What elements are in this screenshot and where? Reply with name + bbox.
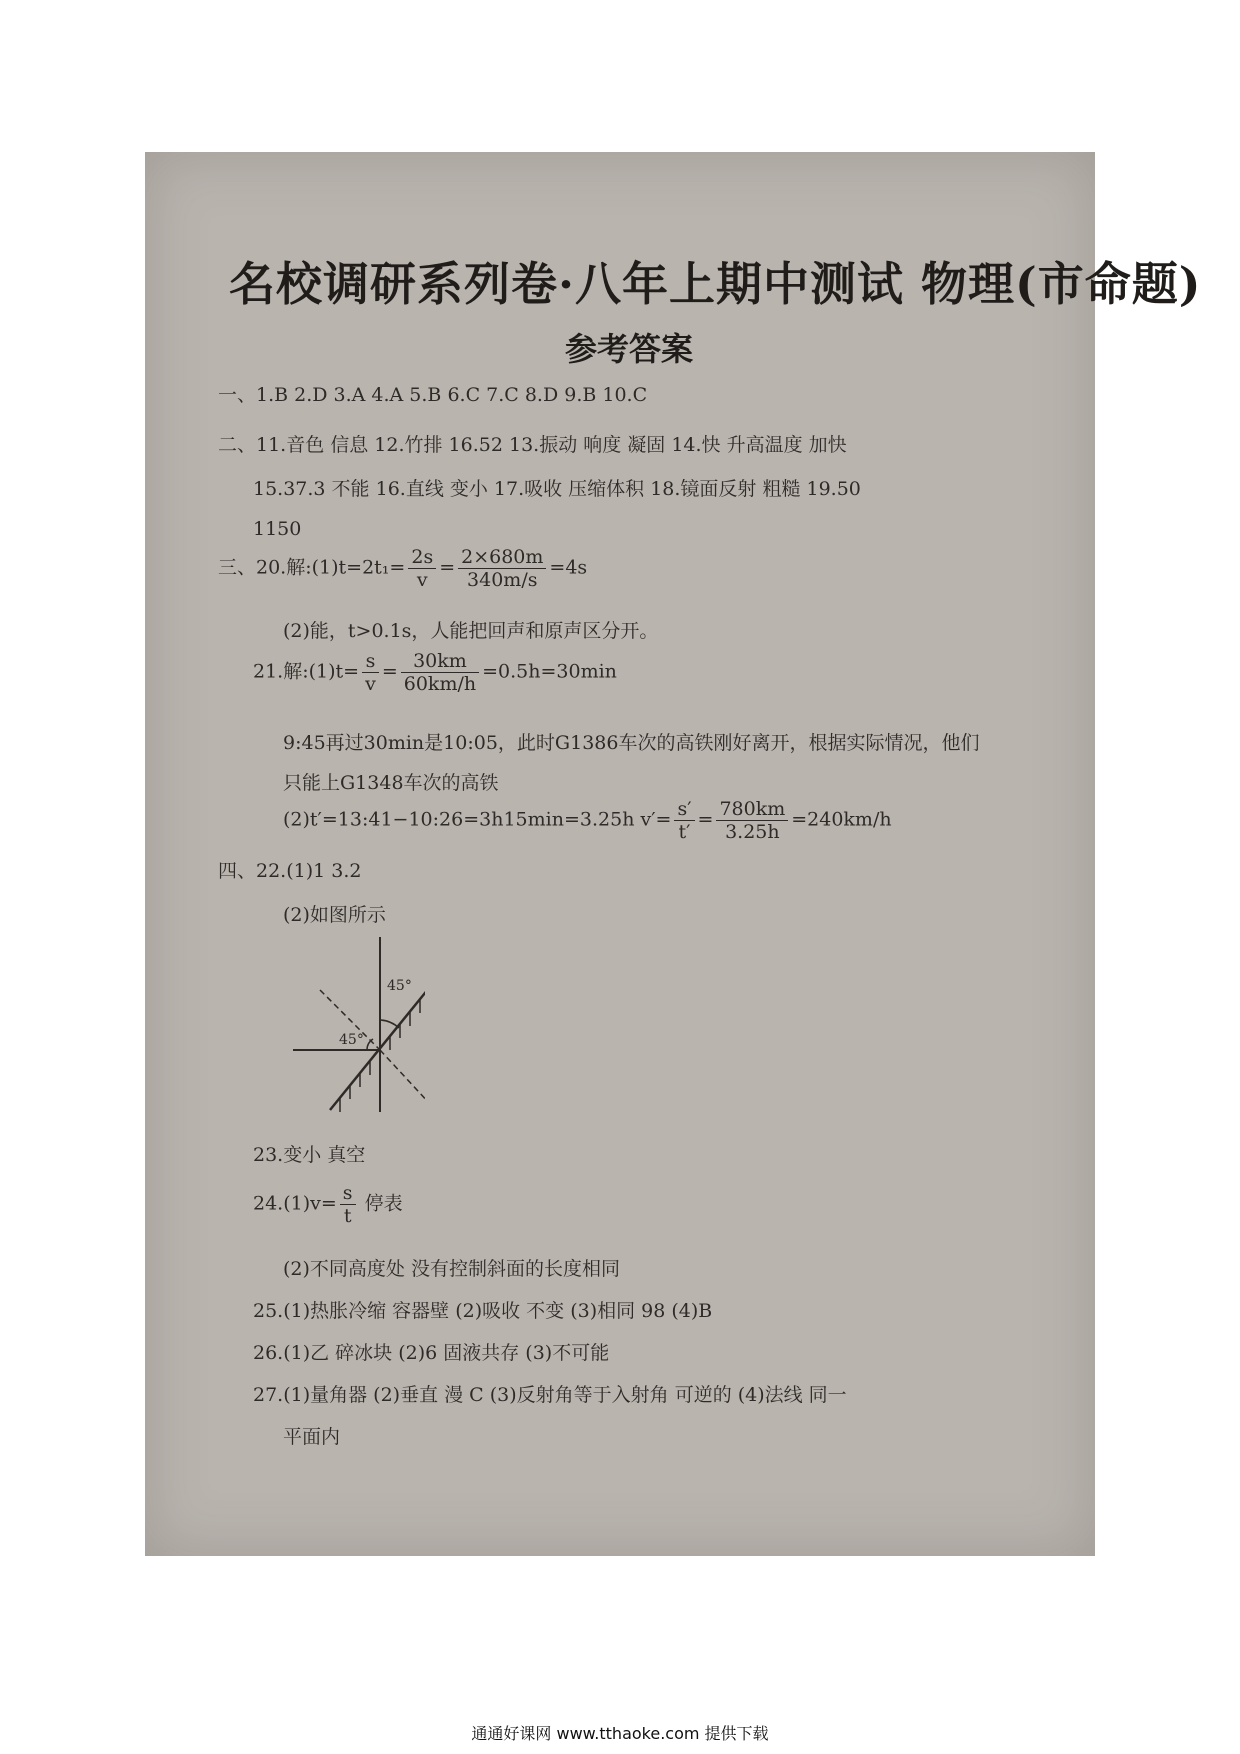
q20-fraction-1: [408, 546, 436, 591]
q21-part2-result: =240km/h: [791, 808, 892, 831]
scanned-answer-sheet: [145, 152, 1202, 1556]
q21-part1: [253, 650, 617, 695]
q21-part2-prefix: (2)t′=13:41−10:26=3h15min=3.25h v′=: [283, 808, 672, 831]
reflection-diagram: [145, 932, 425, 1122]
q20-f1-numerator: 2s: [408, 546, 436, 569]
q24-part2: (2)不同高度处 没有控制斜面的长度相同: [283, 1258, 620, 1280]
q21-equals-2: =: [697, 808, 714, 831]
q21-fraction-4: [716, 798, 788, 843]
q21-fraction-3: [674, 798, 694, 843]
q21-f4-denominator: 3.25h: [725, 821, 780, 843]
q20-f2-numerator: 2×680m: [458, 546, 546, 569]
q24-prefix: 24.(1)v=: [253, 1192, 337, 1215]
q21-f2-numerator: 30km: [401, 650, 479, 673]
q27-line2: 平面内: [283, 1426, 341, 1448]
q20-fraction-2: [458, 546, 546, 591]
q21-f3-denominator: t′: [678, 821, 691, 843]
q21-f2-denominator: 60km/h: [403, 673, 477, 695]
q20-f1-denominator: v: [416, 569, 428, 591]
q22-part2: (2)如图所示: [283, 904, 386, 926]
q25-answer: 25.(1)热胀冷缩 容器壁 (2)吸收 不变 (3)相同 98 (4)B: [253, 1300, 713, 1322]
q21-f1-numerator: s: [362, 650, 379, 673]
q21-prefix: 21.解:(1)t=: [253, 660, 360, 683]
q21-f1-denominator: v: [365, 673, 376, 695]
q24-fraction: [340, 1182, 356, 1227]
section1-multiple-choice: 一、1.B 2.D 3.A 4.A 5.B 6.C 7.C 8.D 9.B 10.C: [218, 384, 648, 406]
q21-fraction-2: [401, 650, 479, 695]
page-title: 名校调研系列卷·八年上期中测试 物理(市命题): [229, 257, 1202, 311]
q21-part2: [283, 798, 892, 843]
q23-answer: 23.变小 真空: [253, 1144, 366, 1166]
q22-part1: 四、22.(1)1 3.2: [218, 860, 362, 882]
q24-f-denominator: t: [343, 1205, 352, 1227]
q21-note-line1: 9:45再过30min是10:05，此时G1386车次的高铁刚好离开，根据实际情况，他们: [283, 732, 980, 754]
q20-f2-denominator: 340m/s: [467, 569, 538, 591]
footer-text: 通通好课网 www.tthaoke.com 提供下载: [471, 1724, 769, 1743]
q20-result: =4s: [549, 556, 588, 579]
q21-fraction-1: [362, 650, 379, 695]
angle-label-left: 45°: [339, 1032, 364, 1048]
q20-part1: [218, 546, 587, 591]
left-angle-arc: [367, 1039, 373, 1050]
section2-line3: 1150: [253, 518, 302, 540]
q20-equals: =: [439, 556, 456, 579]
q21-equals: =: [381, 660, 398, 683]
page-subtitle: 参考答案: [565, 330, 694, 368]
q20-prefix: 三、20.解:(1)t=2t₁=: [218, 556, 406, 579]
q21-f4-numerator: 780km: [716, 798, 788, 821]
q26-answer: 26.(1)乙 碎冰块 (2)6 固液共存 (3)不可能: [253, 1342, 610, 1364]
q24-part1: [253, 1182, 403, 1227]
q24-suffix: 停表: [358, 1192, 403, 1215]
q20-part2: (2)能，t>0.1s，人能把回声和原声区分开。: [283, 620, 659, 642]
section2-line1: 二、11.音色 信息 12.竹排 16.52 13.振动 响度 凝固 14.快 升高温度 加快: [218, 434, 847, 456]
q24-f-numerator: s: [340, 1182, 356, 1205]
q21-f3-numerator: s′: [674, 798, 694, 821]
q21-result: =0.5h=30min: [482, 660, 617, 683]
q27-line1: 27.(1)量角器 (2)垂直 漫 C (3)反射角等于入射角 可逆的 (4)法线 同一: [253, 1384, 847, 1406]
angle-label-top: 45°: [387, 978, 412, 994]
section2-line2: 15.37.3 不能 16.直线 变小 17.吸收 压缩体积 18.镜面反射 粗糙 19.50: [253, 478, 861, 500]
extension-ray-dashed: [380, 1050, 425, 1104]
q21-note-line2: 只能上G1348车次的高铁: [283, 772, 499, 794]
